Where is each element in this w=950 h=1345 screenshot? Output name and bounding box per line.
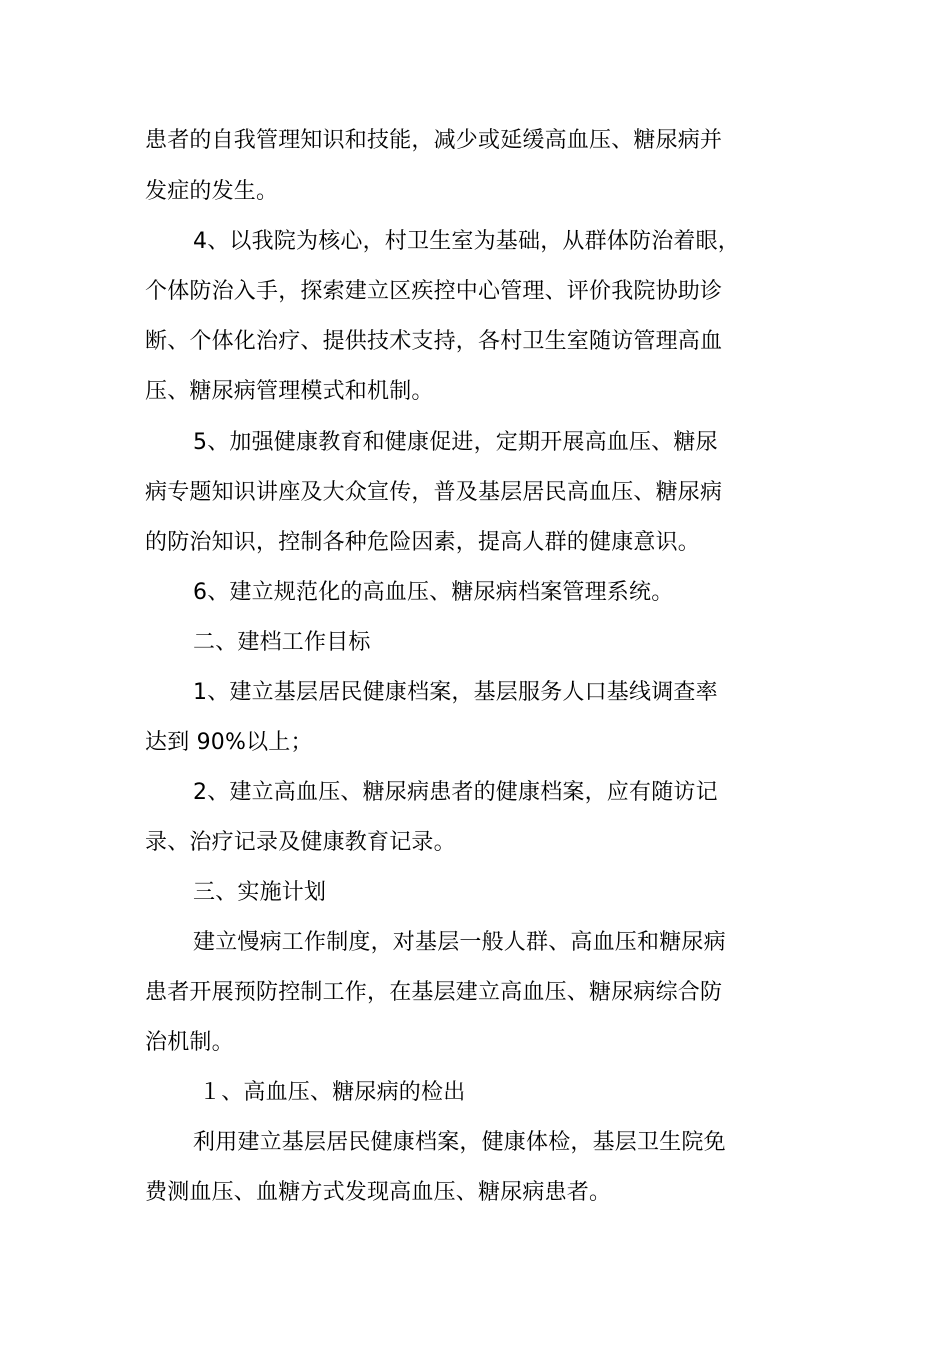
text-line: 费测血压、血糖方式发现高血压、糖尿病患者。	[145, 1180, 612, 1205]
text-line: 录、治疗记录及健康教育记录。	[145, 830, 456, 855]
text-line: 个体防治入手，探索建立区疾控中心管理、评价我院协助诊	[145, 279, 723, 304]
text-line: 病专题知识讲座及大众宣传，普及基层居民高血压、糖尿病	[145, 480, 723, 505]
text-line: 2、建立高血压、糖尿病患者的健康档案，应有随访记	[193, 780, 718, 805]
section-heading: 二、建档工作目标	[193, 630, 371, 655]
text-line: 4、以我院为核心，村卫生室为基础，从群体防治着眼，	[193, 229, 740, 254]
text-line: 的防治知识，控制各种危险因素，提高人群的健康意识。	[145, 530, 701, 555]
section-heading: 三、实施计划	[193, 880, 327, 905]
text-line: 1、建立基层居民健康档案，基层服务人口基线调查率	[193, 680, 718, 705]
text-line: 利用建立基层居民健康档案，健康体检，基层卫生院免	[193, 1130, 726, 1155]
text-line: 6、建立规范化的高血压、糖尿病档案管理系统。	[193, 580, 674, 605]
text-line: 发症的发生。	[145, 179, 279, 204]
text-line: 患者开展预防控制工作，在基层建立高血压、糖尿病综合防	[145, 980, 723, 1005]
text-line: 压、糖尿病管理模式和机制。	[145, 379, 434, 404]
text-line: 建立慢病工作制度，对基层一般人群、高血压和糖尿病	[193, 930, 726, 955]
text-line: 治机制。	[145, 1030, 234, 1055]
text-line: 断、个体化治疗、提供技术支持，各村卫生室随访管理高血	[145, 329, 723, 354]
text-line: 达到 90%以上；	[145, 730, 313, 755]
text-line: 患者的自我管理知识和技能，减少或延缓高血压、糖尿病并	[145, 128, 723, 153]
subsection-heading: １、高血压、糖尿病的检出	[199, 1080, 466, 1105]
text-line: 5、加强健康教育和健康促进，定期开展高血压、糖尿	[193, 430, 718, 455]
